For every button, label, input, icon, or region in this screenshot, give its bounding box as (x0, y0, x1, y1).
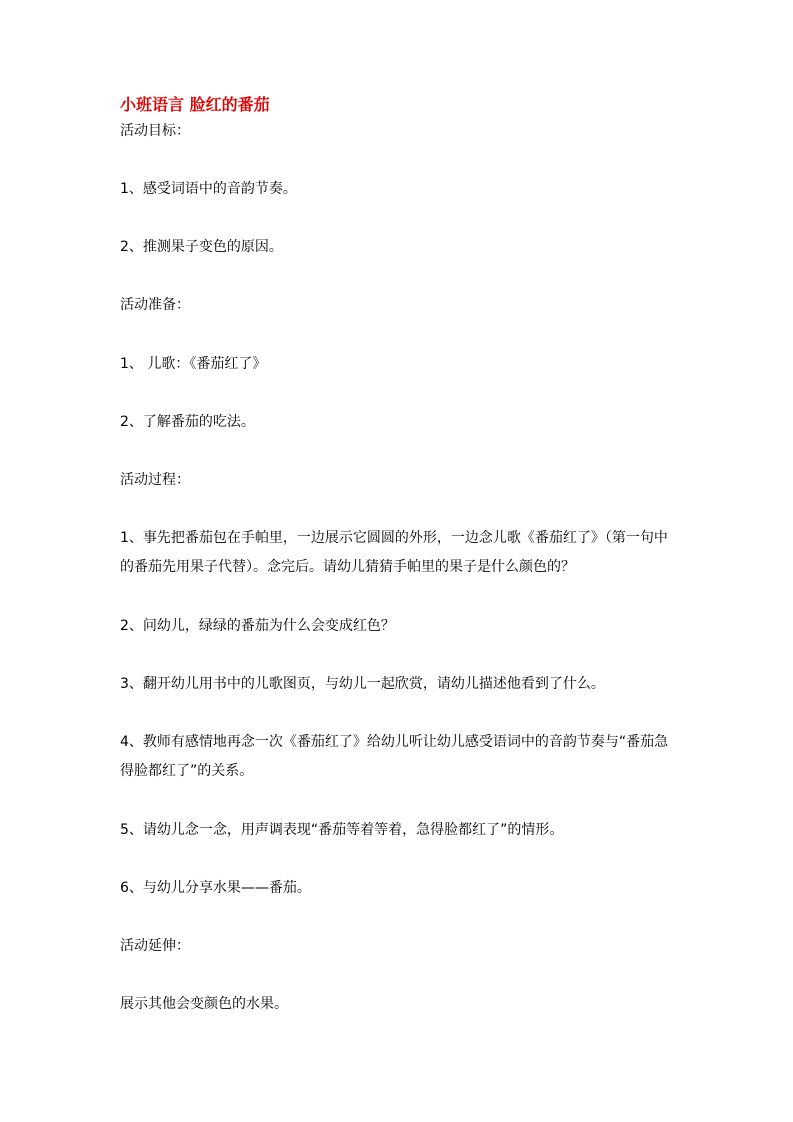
process-item-2: 2、问幼儿，绿绿的番茄为什么会变成红色？ (120, 618, 395, 634)
prep-item-1: 1、 儿歌：《番茄红了》 (120, 356, 267, 372)
process-item-5: 5、请幼儿念一念，用声调表现“番茄等着等着，急得脸都红了”的情形。 (120, 822, 564, 838)
goals-heading: 活动目标： (120, 123, 190, 139)
process-item-1: 1、事先把番茄包在手帕里，一边展示它圆圆的外形，一边念儿歌《番茄红了》（第一句中的番茄先用果子代替）。念完后。请幼儿猜猜手帕里的果子是什么颜色的？ (120, 530, 668, 575)
extension-item-1: 展示其他会变颜色的水果。 (120, 996, 288, 1012)
process-heading: 活动过程： (120, 472, 190, 488)
prep-item-2: 2、了解番茄的吃法。 (120, 414, 255, 430)
goal-item-1: 1、感受词语中的音韵节奏。 (120, 181, 297, 197)
extension-heading: 活动延伸： (120, 938, 190, 954)
process-item-4: 4、教师有感情地再念一次《番茄红了》给幼儿听让幼儿感受语词中的音韵节奏与“番茄急得脸都红了”的关系。 (120, 734, 669, 779)
process-item-3: 3、翻开幼儿用书中的儿歌图页，与幼儿一起欣赏，请幼儿描述他看到了什么。 (120, 676, 605, 692)
process-item-6: 6、与幼儿分享水果——番茄。 (120, 880, 311, 896)
prep-heading: 活动准备： (120, 297, 190, 313)
document-title: 小班语言 脸红的番茄 (120, 95, 270, 114)
goal-item-2: 2、推测果子变色的原因。 (120, 239, 283, 255)
